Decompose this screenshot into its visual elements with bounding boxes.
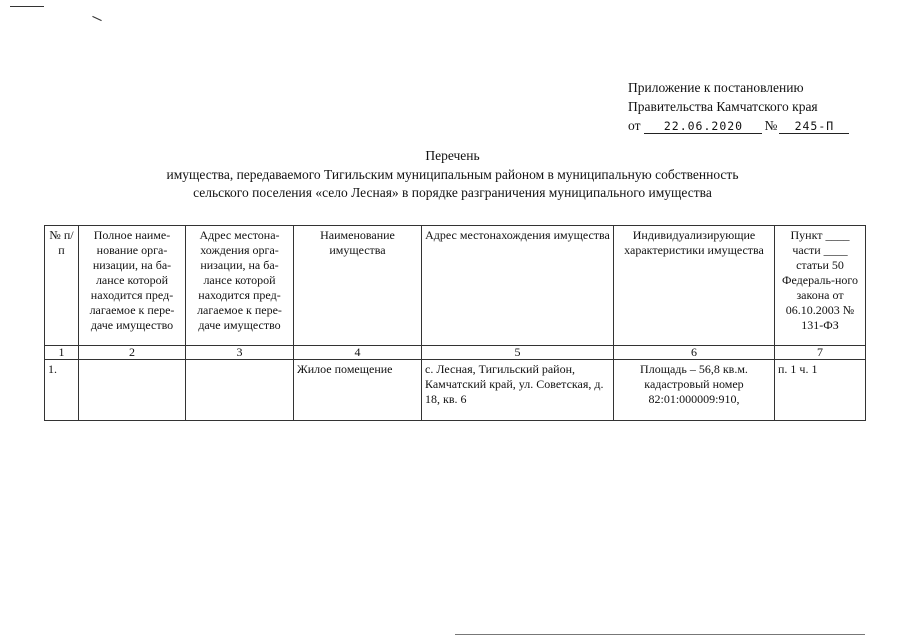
- cell-org-address: [186, 360, 294, 421]
- cell-property-address: с. Лесная, Тигильский район, Камчатский край, ул. Советская, д. 18, кв. 6: [422, 360, 614, 421]
- column-number: 4: [294, 346, 422, 360]
- annex-line-2: Правительства Камчатского края: [628, 99, 818, 114]
- column-number-row: [45, 346, 866, 360]
- annex-from-label: от: [628, 118, 641, 133]
- cell-org-name: [79, 360, 186, 421]
- column-number: 5: [422, 346, 614, 360]
- table-row: [45, 360, 866, 421]
- column-number: 3: [186, 346, 294, 360]
- annex-date: 22.06.2020: [644, 120, 762, 134]
- column-number: 6: [614, 346, 775, 360]
- cell-characteristics: Площадь – 56,8 кв.м. кадастровый номер 82:01:000009:910,: [614, 360, 775, 421]
- cell-property-name: Жилое помещение: [294, 360, 422, 421]
- document-title: [0, 147, 905, 203]
- header-org-address: Адрес местона-хождения орга-низации, на ба-лансе которой находится пред-лагаемое к пере-даче имущество: [186, 226, 294, 346]
- annex-number-label: №: [764, 118, 778, 133]
- column-number: 2: [79, 346, 186, 360]
- title-line-1: имущества, передаваемого Тигильским муниципальным районом в муниципальную собственность: [166, 166, 739, 182]
- scan-mark-top: [92, 16, 101, 21]
- column-number: 1: [45, 346, 79, 360]
- annex-block: [628, 78, 878, 135]
- header-property-address: Адрес местонахождения имущества: [422, 226, 614, 346]
- title-heading: Перечень: [425, 148, 480, 163]
- annex-number: 245-П: [779, 120, 849, 134]
- scan-mark-bottom: [455, 634, 865, 635]
- table-header-row: [45, 226, 866, 346]
- header-num: № п/п: [45, 226, 79, 346]
- header-characteristics: Индивидуализирующие характеристики имущества: [614, 226, 775, 346]
- scan-mark-top-left: [10, 6, 44, 7]
- column-number: 7: [775, 346, 866, 360]
- header-property-name: Наименование имущества: [294, 226, 422, 346]
- title-line-2: сельского поселения «село Лесная» в порядке разграничения муниципального имущества: [193, 185, 712, 200]
- cell-num: 1.: [45, 360, 79, 421]
- property-table: [44, 225, 866, 421]
- header-clause: Пункт ____ части ____ статьи 50 Федераль-ного закона от 06.10.2003 № 131-ФЗ: [775, 226, 866, 346]
- header-org-name: Полное наиме-нование орга-низации, на ба-лансе которой находится пред-лагаемое к пере-даче имущество: [79, 226, 186, 346]
- cell-clause: п. 1 ч. 1: [775, 360, 866, 421]
- annex-date-line: [628, 116, 878, 135]
- annex-line-1: Приложение к постановлению: [628, 80, 804, 95]
